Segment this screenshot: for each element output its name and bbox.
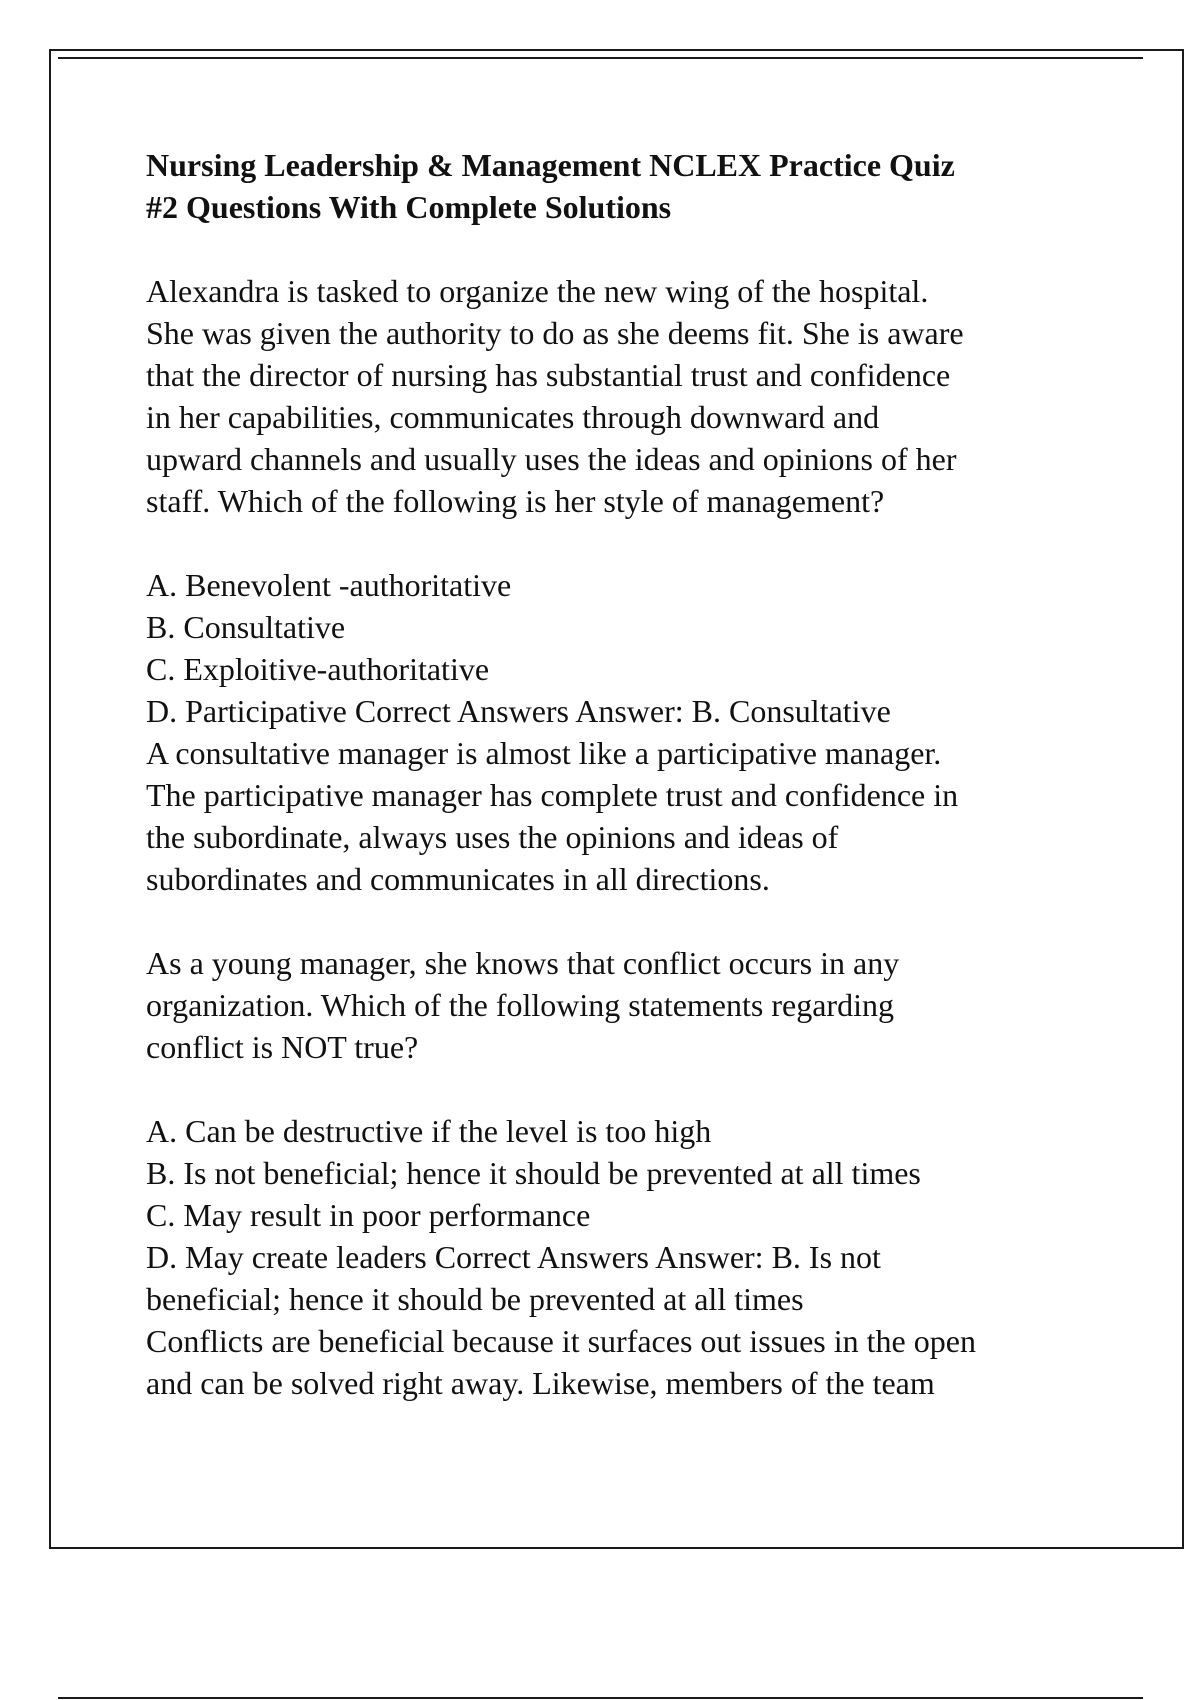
question-2-stem bbox=[146, 942, 1106, 1068]
option-c: C. Exploitive-authoritative bbox=[146, 651, 490, 687]
question-1-stem bbox=[146, 270, 1106, 522]
text-line: As a young manager, she knows that conflict occurs in any bbox=[146, 945, 900, 981]
question-2-explanation bbox=[146, 1320, 1106, 1404]
top-rule bbox=[58, 57, 1143, 59]
bottom-rule bbox=[58, 1697, 1143, 1699]
document-body bbox=[146, 144, 1106, 1404]
paragraph-gap bbox=[146, 522, 1106, 564]
option-b: B. Consultative bbox=[146, 609, 346, 645]
title-line: Nursing Leadership & Management NCLEX Practice Quiz bbox=[146, 147, 955, 183]
question-1-options bbox=[146, 564, 1106, 732]
text-line: and can be solved right away. Likewise, members of the team bbox=[146, 1365, 935, 1401]
paragraph-gap bbox=[146, 1068, 1106, 1110]
text-line: conflict is NOT true? bbox=[146, 1029, 419, 1065]
text-line: subordinates and communicates in all directions. bbox=[146, 861, 770, 897]
option-c: C. May result in poor performance bbox=[146, 1197, 591, 1233]
paragraph-gap bbox=[146, 900, 1106, 942]
text-line: in her capabilities, communicates through downward and bbox=[146, 399, 880, 435]
text-line: that the director of nursing has substantial trust and confidence bbox=[146, 357, 951, 393]
text-line: A consultative manager is almost like a participative manager. bbox=[146, 735, 942, 771]
option-b: B. Is not beneficial; hence it should be prevented at all times bbox=[146, 1155, 921, 1191]
document-title bbox=[146, 144, 1106, 228]
text-line: the subordinate, always uses the opinions and ideas of bbox=[146, 819, 839, 855]
option-a: A. Benevolent -authoritative bbox=[146, 567, 512, 603]
text-line: organization. Which of the following statements regarding bbox=[146, 987, 894, 1023]
title-line: #2 Questions With Complete Solutions bbox=[146, 189, 672, 225]
question-2-options bbox=[146, 1110, 1106, 1320]
option-d-with-answer: D. May create leaders Correct Answers Answer: B. Is not bbox=[146, 1239, 881, 1275]
text-line: The participative manager has complete trust and confidence in bbox=[146, 777, 959, 813]
text-line: Conflicts are beneficial because it surfaces out issues in the open bbox=[146, 1323, 976, 1359]
answer-continuation: beneficial; hence it should be prevented at all times bbox=[146, 1281, 804, 1317]
text-line: Alexandra is tasked to organize the new wing of the hospital. bbox=[146, 273, 929, 309]
text-line: staff. Which of the following is her style of management? bbox=[146, 483, 885, 519]
text-line: upward channels and usually uses the ideas and opinions of her bbox=[146, 441, 957, 477]
option-d-with-answer: D. Participative Correct Answers Answer: B. Consultative bbox=[146, 693, 891, 729]
option-a: A. Can be destructive if the level is too high bbox=[146, 1113, 712, 1149]
question-1-explanation bbox=[146, 732, 1106, 900]
text-line: She was given the authority to do as she deems fit. She is aware bbox=[146, 315, 964, 351]
